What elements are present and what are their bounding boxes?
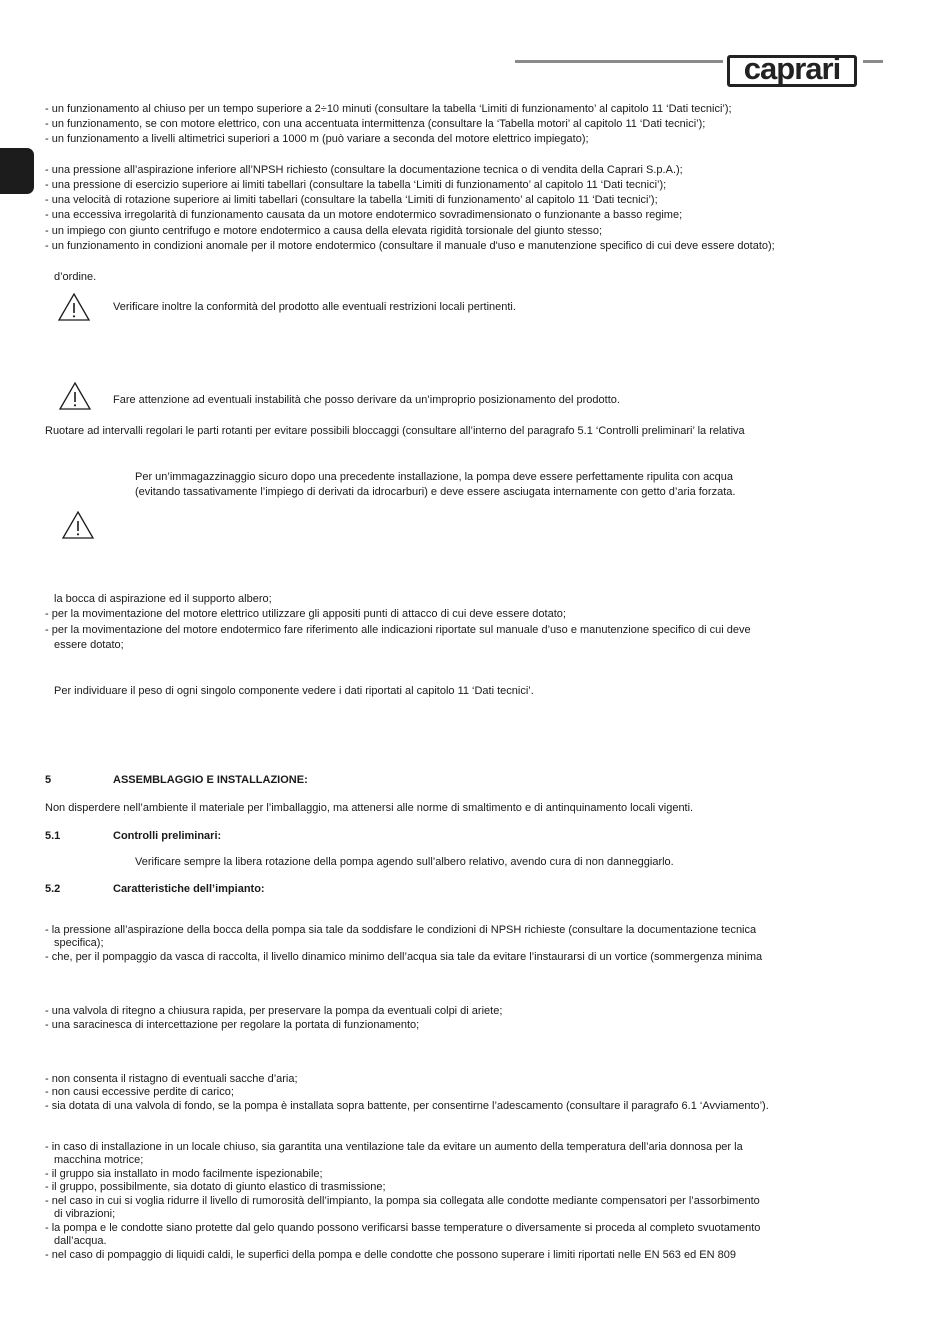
- list-item: - non consenta il ristagno di eventuali sacche d’aria;: [45, 1073, 298, 1085]
- list-item: - il gruppo sia installato in modo facilmente ispezionabile;: [45, 1168, 323, 1180]
- warning-icon: [61, 510, 95, 540]
- warning-text: Fare attenzione ad eventuali instabilità che posso derivare da un’improprio posizionamento del prodotto.: [113, 394, 620, 406]
- warning-text: Verificare inoltre la conformità del prodotto alle eventuali restrizioni locali pertinenti.: [113, 301, 516, 313]
- list-item: - una pressione all’aspirazione inferiore all’NPSH richiesto (consultare la documentazione tecnica o di vendita della Caprari S.p.A.);: [45, 164, 683, 176]
- section-number: 5.1: [45, 830, 61, 842]
- list-item: - il gruppo, possibilmente, sia dotato di giunto elastico di trasmissione;: [45, 1181, 386, 1193]
- header-rule-left: [515, 60, 723, 63]
- warning-icon: [57, 292, 91, 322]
- list-item: - una eccessiva irregolarità di funzionamento causata da un motore endotermico sovradimensionato o funzionante a basso regime;: [45, 209, 683, 221]
- section-number: 5.2: [45, 883, 61, 895]
- list-item: - la pressione all’aspirazione della bocca della pompa sia tale da soddisfare le condizioni di NPSH richieste (consultare la documentazione tecnica: [45, 924, 757, 936]
- paragraph: Non disperdere nell’ambiente il materiale per l’imballaggio, ma attenersi alle norme di smaltimento e di antinquinamento locali vigenti.: [45, 802, 694, 814]
- paragraph: Per individuare il peso di ogni singolo componente vedere i dati riportati al capitolo 11 ‘Dati tecnici’.: [54, 685, 534, 697]
- warning-text: (evitando tassativamente l’impiego di derivati da idrocarburi) e deve essere asciugata internamente con getto d’aria forzata.: [135, 486, 736, 498]
- logo-text: caprari: [743, 51, 841, 86]
- warning-text: Per un’immagazzinaggio sicuro dopo una precedente installazione, la pompa deve essere perfettamente ripulita con acqua: [135, 471, 734, 483]
- list-item: - la pompa e le condotte siano protette dal gelo quando possono verificarsi basse temperature o diversamente si proceda al completo svuotamento: [45, 1222, 761, 1234]
- list-item: - nel caso di pompaggio di liquidi caldi, le superfici della pompa e delle condotte che possono superare i limiti riportati nelle EN 563 ed EN 809: [45, 1249, 736, 1261]
- list-item: macchina motrice;: [54, 1154, 144, 1166]
- list-item: - che, per il pompaggio da vasca di raccolta, il livello dinamico minimo dell’acqua sia tale da evitare l’instaurarsi di un vortice (sommergenza minima: [45, 951, 763, 963]
- list-item: di vibrazioni;: [54, 1208, 116, 1220]
- list-item: - non causi eccessive perdite di carico;: [45, 1086, 234, 1098]
- list-item: essere dotato;: [54, 639, 124, 651]
- list-item: - per la movimentazione del motore endotermico fare riferimento alle indicazioni riportate sul manuale d’uso e manutenzione specifico di cui deve: [45, 624, 751, 636]
- paragraph: Verificare sempre la libera rotazione della pompa agendo sull’albero relativo, avendo cura di non danneggiarlo.: [135, 856, 674, 868]
- warning-icon: [58, 381, 92, 411]
- list-item: - una valvola di ritegno a chiusura rapida, per preservare la pompa da eventuali colpi di ariete;: [45, 1005, 503, 1017]
- list-item: dall’acqua.: [54, 1235, 107, 1247]
- caprari-logo: [727, 51, 857, 87]
- list-item: - un funzionamento al chiuso per un tempo superiore a 2÷10 minuti (consultare la tabella ‘Limiti di funzionamento’ al capitolo 11 ‘Dati tecnici’);: [45, 103, 732, 115]
- section-title: ASSEMBLAGGIO E INSTALLAZIONE:: [113, 774, 308, 786]
- list-item: - una saracinesca di intercettazione per regolare la portata di funzionamento;: [45, 1019, 420, 1031]
- list-item: - una velocità di rotazione superiore ai limiti tabellari (consultare la tabella ‘Limiti di funzionamento’ al capitolo 11 ‘Dati tecnici’);: [45, 194, 658, 206]
- list-item: - un funzionamento, se con motore elettrico, con una accentuata intermittenza (consultare la ‘Tabella motori’ al capitolo 11 ‘Dati tecnici’);: [45, 118, 706, 130]
- list-item: - un impiego con giunto centrifugo e motore endotermico a causa della elevata rigidità torsionale del giunto stesso;: [45, 225, 603, 237]
- header-rule-right: [863, 60, 883, 63]
- list-item: la bocca di aspirazione ed il supporto albero;: [54, 593, 272, 605]
- chapter-side-tab: [0, 148, 34, 194]
- list-item: - per la movimentazione del motore elettrico utilizzare gli appositi punti di attacco di cui deve essere dotato;: [45, 608, 566, 620]
- list-item: - una pressione di esercizio superiore ai limiti tabellari (consultare la tabella ‘Limiti di funzionamento’ al capitolo 11 ‘Dati tecnici’);: [45, 179, 667, 191]
- list-item: specifica);: [54, 937, 104, 949]
- list-item: - in caso di installazione in un locale chiuso, sia garantita una ventilazione tale da evitare un aumento della temperatura dell’aria donnosa per la: [45, 1141, 743, 1153]
- paragraph: Ruotare ad intervalli regolari le parti rotanti per evitare possibili bloccaggi (consultare all’interno del paragrafo 5.1 ‘Controlli preliminari’ la relativa: [45, 425, 745, 437]
- list-item: - un funzionamento in condizioni anomale per il motore endotermico (consultare il manuale d'uso e manutenzione specifico di cui deve essere dotato);: [45, 240, 775, 252]
- paragraph-fragment: d’ordine.: [54, 271, 97, 283]
- section-title: Caratteristiche dell’impianto:: [113, 883, 265, 895]
- list-item: - sia dotata di una valvola di fondo, se la pompa è installata sopra battente, per consentirne l’adescamento (consultare il paragrafo 6.1 ‘Avviamento’).: [45, 1100, 769, 1112]
- section-title: Controlli preliminari:: [113, 830, 222, 842]
- list-item: - nel caso in cui si voglia ridurre il livello di rumorosità dell’impianto, la pompa sia collegata alle condotte mediante compensatori per l’assorbimento: [45, 1195, 760, 1207]
- list-item: - un funzionamento a livelli altimetrici superiori a 1000 m (può variare a seconda del motore elettrico impiegato);: [45, 133, 589, 145]
- section-number: 5: [45, 774, 52, 786]
